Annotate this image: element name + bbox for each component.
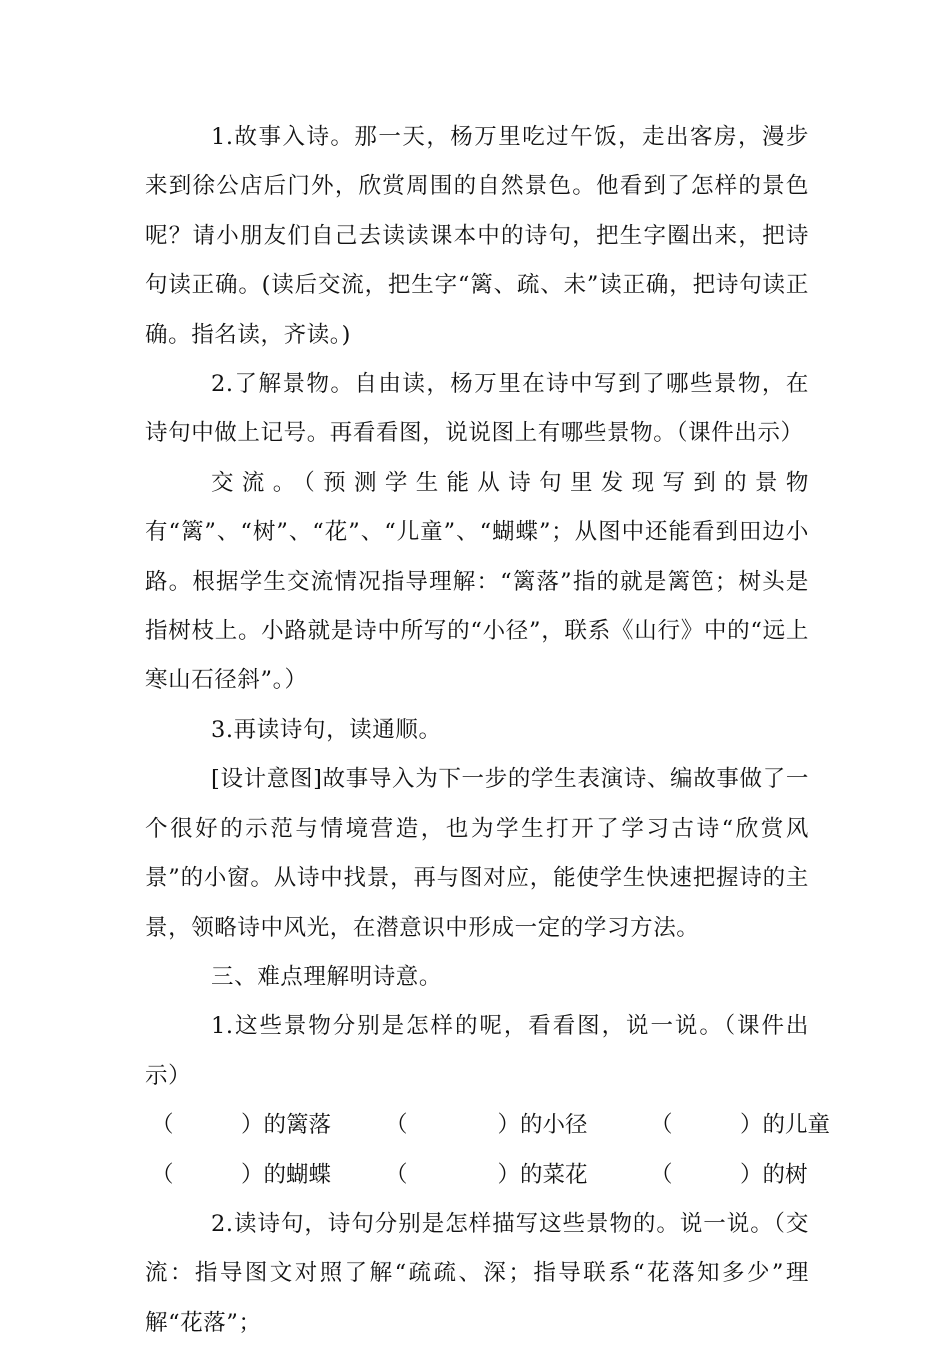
paragraph-discussion: 交流。（预测学生能从诗句里发现写到的景物有“篱”、“树”、“花”、“儿童”、“蝴蝶”；从图中还能看到田边小路。根据学生交流情况指导理解：“篱落”指的就是篱笆；树头是指树枝上。小路就是诗中所写的“小径”，联系《山行》中的“远上寒山石径斜”。） <box>145 469 809 694</box>
fill-blank-item: （ ）的篱落 <box>151 1112 332 1139</box>
fill-blank-item: （ ）的蝴蝶 <box>151 1161 332 1188</box>
paragraph-story-intro: 1.故事入诗。那一天，杨万里吃过午饭，走出客房，漫步来到徐公店后门外，欣赏周围的自然景色。他看到了怎样的景色呢？请小朋友们自己去读读课本中的诗句，把生字圈出来，把诗句读正确。(读后交流，把生字“篱、疏、未”读正确，把诗句读正确。指名读，齐读。) <box>145 124 809 348</box>
fill-blank-row-1 <box>145 1101 831 1150</box>
fill-blank-row-2 <box>145 1151 809 1200</box>
paragraph-design-intent: [设计意图]故事导入为下一步的学生表演诗、编故事做了一个很好的示范与情境营造，也为学生打开了学习古诗“欣赏风景”的小窗。从诗中找景，再与图对应，能使学生快速把握诗的主景，领略诗中风光，在潜意识中形成一定的学习方法。 <box>145 766 809 941</box>
fill-blank-item: （ ）的小径 <box>385 1112 588 1139</box>
paragraph-scenery: 2.了解景物。自由读，杨万里在诗中写到了哪些景物，在诗句中做上记号。再看看图，说说图上有哪些景物。（课件出示） <box>145 371 809 447</box>
paragraph-scenery-description: 1.这些景物分别是怎样的呢，看看图，说一说。（课件出示） <box>145 1013 809 1089</box>
paragraph-poem-description: 2.读诗句，诗句分别是怎样描写这些景物的。说一说。（交流：指导图文对照了解“疏疏、深；指导联系“花落知多少”理解“花落”； <box>145 1210 809 1336</box>
fill-blank-item: （ ）的儿童 <box>650 1112 831 1139</box>
section-heading-difficulty: 三、难点理解明诗意。 <box>211 963 443 990</box>
paragraph-reread: 3.再读诗句，读通顺。 <box>211 716 442 743</box>
document-page <box>145 113 831 1348</box>
fill-blank-item: （ ）的树 <box>650 1161 808 1188</box>
fill-blank-item: （ ）的菜花 <box>385 1161 588 1188</box>
